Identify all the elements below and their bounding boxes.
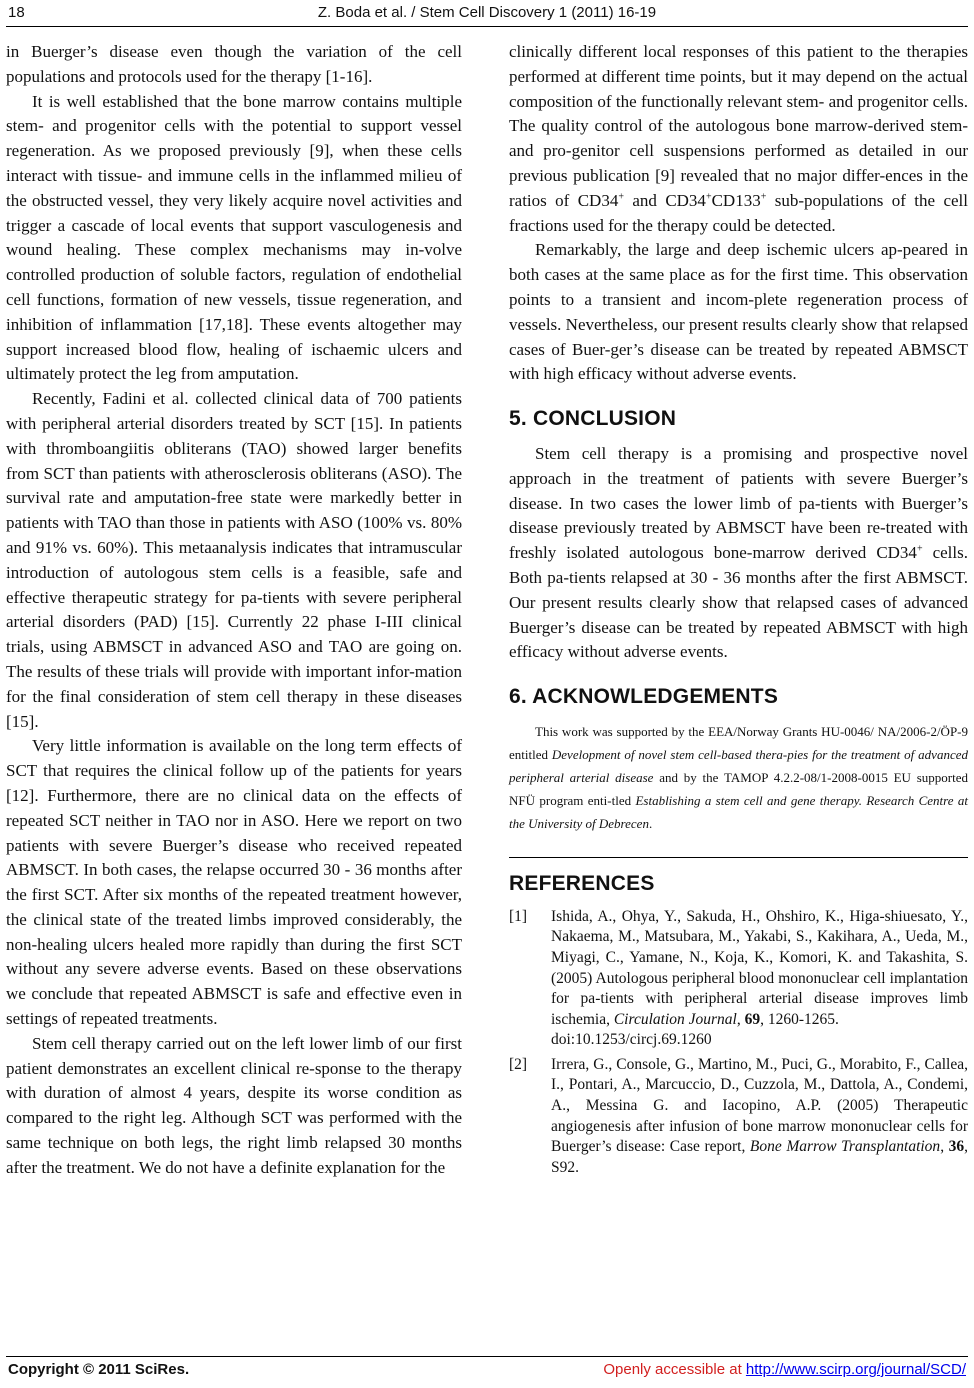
section-heading-acknowledgements: 6. ACKNOWLEDGEMENTS (509, 685, 779, 709)
copyright-notice: Copyright © 2011 SciRes. (8, 1361, 190, 1378)
text-run: Ishida, A., Ohya, Y., Sakuda, H., Ohshiro, K., Higa-shiuesato, Y., Nakaema, M., Matsubara, M., Yakabi, S., Kakihara, A., Ueda, M., Miyagi, C., Yamane, N., Koja, K., Komori, K. and Takashita, S. (2005) Autologous peripheral blood mononuclear cell implantation for pa-tients with peripheral arterial disease improves limb ischemia, (551, 907, 968, 1028)
superscript: + (705, 191, 712, 203)
text-run: Irrera, G., Console, G., Martino, M., Puci, G., Morabito, F., Callea, I., Pontari, A., Marcuccio, D., Cuzzola, M., Dattola, A., Condemi, A., Messina G. and Iacopino, A.P. (2005) Therapeutic angiogenesis after infusion of bone marrow mononuclear cells for Buerger’s disease: Case report, (551, 1055, 968, 1156)
section-heading-references: REFERENCES (509, 871, 655, 895)
acknowledgements-text (509, 720, 968, 835)
header-rule (6, 26, 968, 27)
body-paragraph: in Buerger’s disease even though the variation of the cell populations and protocols used for the therapy [1-16]. (6, 42, 462, 86)
text-run-italic: Development of novel stem cell-based thera-pies for the treatment of advanced peripheral arterial disease (509, 746, 968, 785)
superscript: + (618, 191, 624, 203)
body-paragraph: Stem cell therapy carried out on the left lower limb of our first patient demonstrates an excellent clinical re-sponse to the therapy with duration of almost 4 years, despite its worse condition as compared to the right leg. Although SCT was performed with the same technique on both legs, the right limb relapsed 30 months after the treatment. We do not have a definite explanation for the (6, 1033, 462, 1177)
footer-rule (6, 1356, 968, 1357)
text-run: , (736, 1010, 745, 1028)
body-paragraph: Recently, Fadini et al. collected clinical data of 700 patients with peripheral arterial disorders treated by SCT [15]. In patients with thromboangiitis obliterans (TAO) showed larger benefits from SCT than patients with atherosclerosis obliterans (ASO). The survival rate and amputation-free state were markedly better in patients with TAO than those in patients with ASO (100% vs. 80% and 91% vs. 60%). This metaanalysis indicates that intramuscular introduction of autologous stem cells is a feasible, safe and effective therapeutic strategy for pa-tients with severe peripheral arterial disorders (PAD) [15]. Currently 22 phase I-III clinical trials, using ABMSCT in advanced ASO and TAO are going on. The results of these trials will provide with important infor-mation for the final consideration of stem cell therapy in these diseases [15]. (6, 389, 462, 731)
running-title: Z. Boda et al. / Stem Cell Discovery 1 (2011) 16-19 (317, 4, 657, 21)
references-rule (509, 857, 968, 858)
body-paragraph: Remarkably, the large and deep ischemic ulcers ap-peared in both cases at the same place as for the first time. This observation points to a transient and incom-plete regeneration process of vessels. Nevertheless, our present results clearly show that relapsed cases of Buer-ger’s disease can be treated by repeated ABMSCT with high efficacy without adverse events. (509, 240, 968, 384)
text-run: clinically different local responses of this patient to the therapies performed at different time points, but it may depend on the actual composition of the functionally relevant stem- and progenitor cells. The quality control of the autologous bone marrow-derived stem- and pro-genitor cell suspensions performed as detailed in our previous publication [9] revealed that no major differ-ences in the ratios of CD34 (509, 42, 968, 210)
text-run: cells. Both pa-tients relapsed at 30 - 36 months after the first ABMSCT. Our present results clearly show that relapsed cases of advanced Buerger’s disease can be treated by repeated ABMSCT with high efficacy without adverse events. (509, 543, 968, 662)
volume: 36 (948, 1138, 965, 1156)
text-run: , 1260-1265. (760, 1010, 839, 1028)
text-run: sub-populations of the cell fractions used for the therapy could be detected. (509, 190, 968, 235)
page-header (0, 0, 974, 28)
doi: doi:10.1253/circj.69.1260 (551, 1031, 712, 1049)
superscript: + (760, 191, 767, 203)
text-run: , (940, 1138, 949, 1156)
reference-number: [2] (509, 1055, 528, 1073)
text-run-italic: Establishing a stem cell and gene therapy. Research Centre at the University of Debrecen (509, 792, 968, 831)
right-column (509, 40, 968, 1182)
body-paragraph: Very little information is available on the long term effects of SCT that requires the clinical follow up of the patients for years [12]. Furthermore, there are no clinical data on the effects of repeated SCT neither in TAO nor in ASO. Here we report on two patients with severe Buerger’s disease who received repeated ABMSCT. In both cases, the relapse occurred 30 - 36 months after the first SCT. After six months of the repeated treatment however, the clinical state of the treated limbs improved considerably, the non-healing ulcers healed more rapidly than during the first SCT without any severe adverse events. Based on these observations we conclude that repeated ABMSCT is safe and effective even in settings of repeated treatments. (6, 736, 462, 1029)
text-run: , S92. (551, 1138, 969, 1176)
reference-item (509, 1055, 968, 1179)
body-paragraph: It is well established that the bone marrow contains multiple stem- and progenitor cells with the potential to support vessel regeneration. As we proposed previously [9], when these cells interact with tissue- and immune cells in the inflammed milieu of the obstructed vessel, they very likely acquire novel activities and trigger a cascade of local events that support vasculogenesis and wound healing. These complex mechanisms may in-volve controlled production of soluble factors, regulation of endothelial cell functions, formation of new vessels, tissue regeneration, and inhibition of inflammation [17,18]. These events altogether may support increased blood flow, healing of ischaemic ulcers and ultimately protect the leg from amputation. (6, 91, 462, 384)
text-run: Stem cell therapy is a promising and prospective novel approach in the treatment of patients with severe Buerger’s disease. In two cases the lower limb of pa-tients with Buerger’s disease previously treated by ABMSCT have been re-treated with freshly isolated autologous bone-marrow derived CD34 (509, 443, 968, 563)
volume: 69 (744, 1010, 761, 1028)
journal-link[interactable]: http://www.scirp.org/journal/SCD/ (745, 1361, 966, 1378)
reference-text (551, 907, 968, 1051)
text-run: and by the TAMOP 4.2.2-08/1-2008-0015 EU supported NFÜ program enti-tled (509, 769, 968, 808)
text-run: . (648, 815, 653, 831)
journal-name: Bone Marrow Transplantation (749, 1138, 941, 1156)
left-column (6, 40, 462, 1181)
page-number: 18 (8, 4, 25, 21)
open-access-text: Openly accessible at (603, 1361, 746, 1378)
superscript: + (916, 543, 923, 555)
text-run: and CD34 (623, 190, 706, 210)
reference-number: [1] (509, 907, 528, 925)
text-run: This work was supported by the EEA/Norway Grants HU-0046/ NA/2006-2/ÖP-9 entitled (509, 723, 968, 762)
open-access-notice (603, 1361, 966, 1378)
reference-text (551, 1055, 968, 1179)
body-paragraph (509, 442, 968, 665)
body-paragraph (509, 40, 968, 238)
section-heading-conclusion: 5. CONCLUSION (509, 407, 677, 431)
reference-item (509, 907, 968, 1051)
journal-name: Circulation Journal (613, 1010, 737, 1028)
text-run: CD133 (711, 190, 761, 210)
